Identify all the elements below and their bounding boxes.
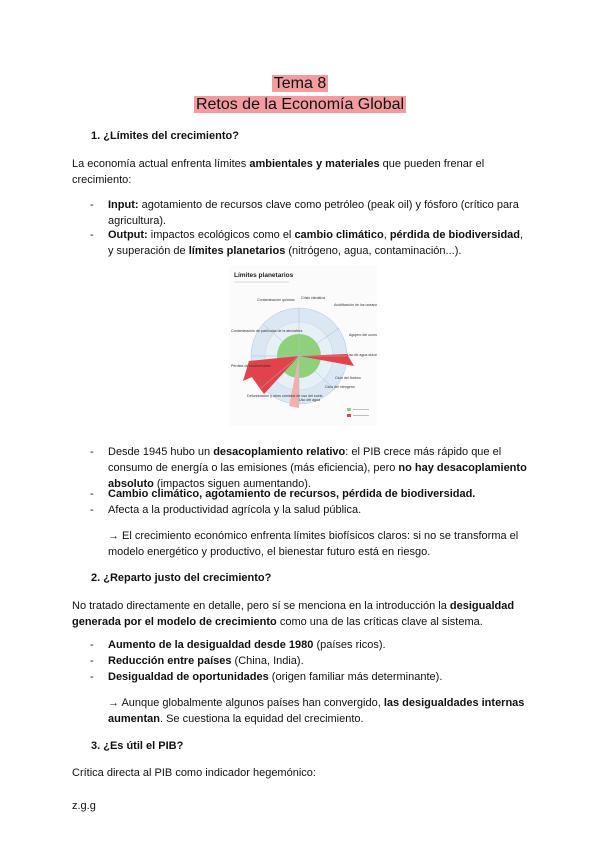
list-item — [90, 486, 530, 502]
section-1-heading: 1. ¿Límites del crecimiento? — [91, 130, 239, 142]
list-item — [90, 653, 530, 669]
label-freshwater: Uso de agua dulce — [347, 353, 377, 357]
bullet-dash: - — [90, 504, 94, 516]
label-ozone: Agujero del ozono — [349, 333, 377, 337]
intro-text: La economía actual enfrenta límites — [72, 158, 250, 170]
bullet-text: (China, India). — [231, 655, 304, 667]
bullet-bold: pérdida de biodiversidad — [389, 229, 521, 241]
page-subtitle — [0, 95, 600, 115]
bullet-bold: Reducción entre países — [108, 655, 232, 667]
legend-exceeded-swatch — [347, 414, 351, 417]
list-item — [90, 444, 530, 492]
bullet-bold: cambio climático — [294, 229, 384, 241]
bullet-bold: desacoplamiento relativo — [213, 446, 346, 458]
label-acidification: Acidificación de los océanos — [334, 303, 377, 307]
bullet-dash: - — [90, 639, 94, 651]
bullet-bold: límites planetarios — [188, 245, 286, 257]
title-line-2: Retos de la Economía Global — [195, 96, 405, 113]
bullet-text: , y superación de — [108, 229, 524, 257]
title-line-1: Tema 8 — [273, 75, 327, 92]
section-2-intro — [72, 598, 532, 630]
list-item — [90, 227, 530, 259]
bullet-text: : el PIB crece más rápido que el consumo de energía o las emisiones (más eficiencia), pero — [108, 446, 502, 474]
bullet-bold: Output: — [108, 229, 148, 241]
bullet-dash: - — [90, 488, 94, 500]
intro-bold: desigualdad generada por el modelo de crecimiento — [72, 600, 515, 628]
bullet-text: Desde 1945 hubo un — [108, 446, 214, 458]
legend-safe-swatch — [347, 408, 351, 411]
section-2-heading: 2. ¿Reparto justo del crecimiento? — [91, 572, 272, 584]
bullet-text: (origen familiar más determinante). — [268, 671, 443, 683]
planetary-boundaries-figure — [229, 266, 377, 426]
label-water-use: Uso del agua — [299, 398, 321, 402]
bullet-dash: - — [90, 199, 94, 211]
section-1-conclusion: → El crecimiento económico enfrenta límites biofísicos claros: si no se transforma el modelo energético y productivo, el bienestar futuro está en riesgo. — [108, 530, 519, 558]
section-3-heading: 3. ¿Es útil el PIB? — [91, 740, 184, 752]
bullet-dash: - — [90, 671, 94, 683]
intro-text-2: que pueden frenar el crecimiento: — [72, 158, 485, 186]
bullet-text: agotamiento de recursos clave como petróleo (peak oil) y fósforo (crítico para agricultura). — [108, 199, 519, 227]
bullet-bold: no hay desacoplamiento absoluto — [108, 462, 527, 490]
bullet-text: Afecta a la productividad agrícola y la salud pública. — [108, 504, 362, 516]
bullet-text: impactos ecológicos como el — [147, 229, 295, 241]
list-item — [90, 197, 530, 229]
intro-text-2: como una de las críticas clave al sistema. — [276, 616, 483, 628]
footer-initials: z.g.g — [72, 800, 96, 812]
bullet-dash: - — [90, 655, 94, 667]
label-phosphorus: Ciclo del fósforo — [335, 376, 361, 380]
label-land-use: Deforestación y otros cambios de uso del suelo — [247, 394, 323, 398]
list-item — [90, 669, 530, 685]
bullet-dash: - — [90, 229, 94, 241]
bullet-dash: - — [90, 446, 94, 458]
conclusion-text-2: . Se cuestiona la equidad del crecimiento. — [159, 713, 364, 725]
bullet-text: (nitrógeno, agua, contaminación...). — [285, 245, 462, 257]
intro-bold: ambientales y materiales — [249, 158, 380, 170]
conclusion-text: → Aunque globalmente algunos países han convergido, — [108, 697, 384, 709]
page-title — [0, 74, 600, 94]
label-aerosols: Contaminación de partículas de la atmósfera — [231, 329, 303, 333]
bullet-text: , — [383, 229, 390, 241]
intro-text: No tratado directamente en detalle, pero sí se menciona en la introducción la — [72, 600, 450, 612]
bullet-bold: Cambio climático, agotamiento de recursos, pérdida de biodiversidad. — [108, 488, 476, 500]
label-climate: Crisis climática — [301, 296, 325, 300]
list-item — [90, 502, 530, 518]
bullet-bold: Input: — [108, 199, 139, 211]
bullet-bold: Desigualdad de oportunidades — [108, 671, 269, 683]
label-chemical: Contaminación química — [257, 298, 295, 302]
section-2-conclusion — [108, 695, 528, 727]
bullet-text: (impactos siguen aumentando). — [153, 478, 311, 490]
conclusion-bold: las desigualdades internas aumentan — [108, 697, 525, 725]
figure-title: Límites planetarios — [234, 272, 294, 279]
label-biodiversity: Pérdida de biodiversidad — [231, 364, 271, 368]
bullet-text: (países ricos). — [313, 639, 386, 651]
label-nitrogen: Ciclo del nitrógeno — [325, 385, 355, 389]
bullet-bold: Aumento de la desigualdad desde 1980 — [108, 639, 314, 651]
section-3-intro: Crítica directa al PIB como indicador hegemónico: — [72, 767, 316, 779]
planetary-boundaries-diagram — [229, 266, 377, 426]
list-item — [90, 637, 530, 653]
section-1-intro — [72, 156, 532, 188]
